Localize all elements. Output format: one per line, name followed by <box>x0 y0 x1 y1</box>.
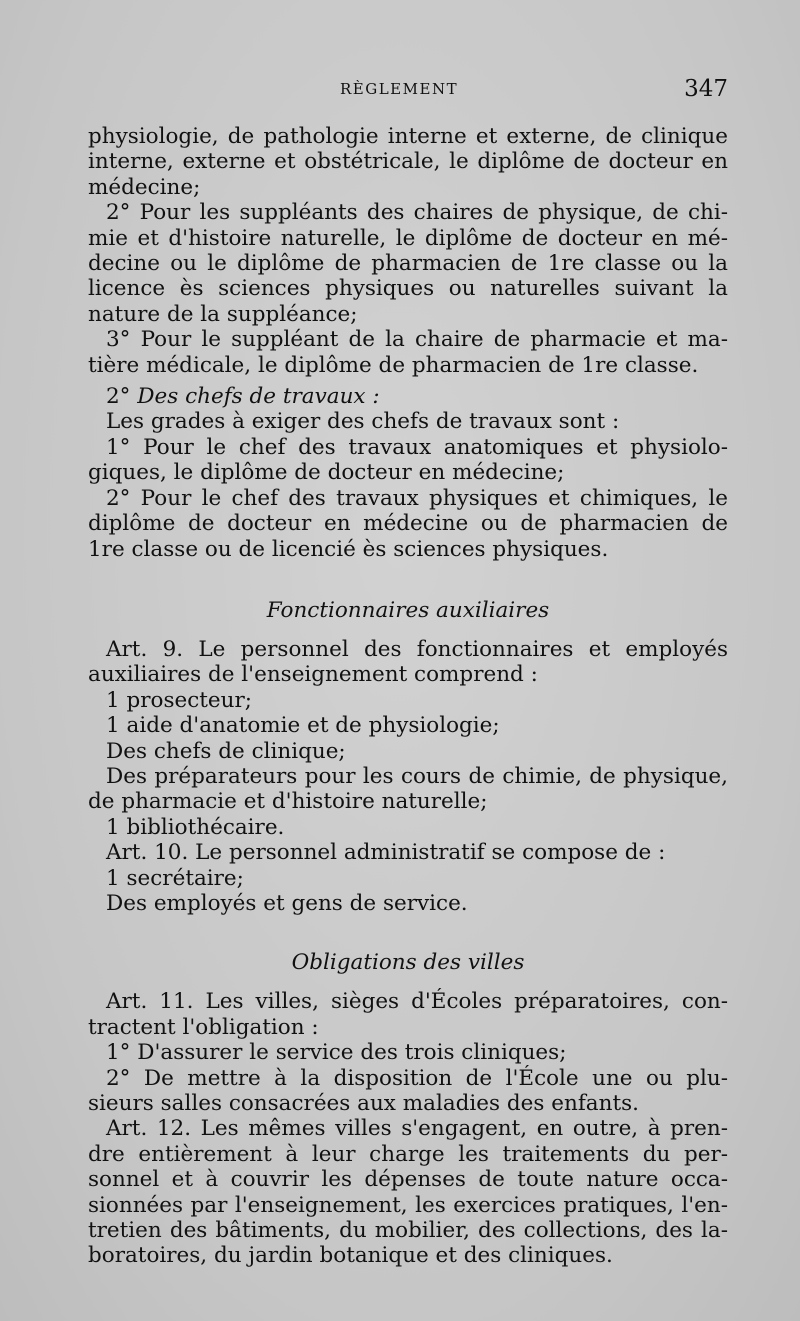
text-line: de pharmacie et d'histoire naturelle; <box>88 789 488 815</box>
running-head: RÈGLEMENT <box>340 80 459 98</box>
text-line: boratoires, du jardin botanique et des cliniques. <box>88 1243 613 1269</box>
text-line: Des employés et gens de service. <box>106 890 468 916</box>
text-line: 1 secrétaire; <box>106 865 244 891</box>
page-header <box>88 76 728 112</box>
page-body <box>88 124 728 1269</box>
text-line: Art. 12. Les mêmes villes s'engagent, en outre, à pren- <box>106 1116 728 1142</box>
text-line: auxiliaires de l'enseignement comprend : <box>88 662 538 688</box>
text-line: physiologie, de pathologie interne et externe, de clinique <box>88 124 728 149</box>
text-line: mie et d'histoire naturelle, le diplôme de docteur en mé- <box>88 225 728 251</box>
text-line: tractent l'obligation : <box>88 1014 319 1040</box>
text-line: Art. 9. Le personnel des fonctionnaires et employés <box>106 636 728 662</box>
text-line: Des chefs de clinique; <box>106 738 346 764</box>
text-line: sionnées par l'enseignement, les exercices pratiques, l'en- <box>88 1192 728 1218</box>
text-line: nature de la suppléance; <box>88 301 358 327</box>
text-line: Art. 10. Le personnel administratif se compose de : <box>106 840 666 866</box>
text-line: 3° Pour le suppléant de la chaire de pharmacie et ma- <box>106 327 728 353</box>
text-line: sonnel et à couvrir les dépenses de toute nature occa- <box>88 1167 728 1193</box>
text-line: interne, externe et obstétricale, le diplôme de docteur en <box>88 149 728 175</box>
text-line: tière médicale, le diplôme de pharmacien de 1re classe. <box>88 352 699 378</box>
text-line: decine ou le diplôme de pharmacien de 1re classe ou la <box>88 251 728 277</box>
text-line: 1° Pour le chef des travaux anatomiques et physiolo- <box>106 434 728 460</box>
subsection-heading <box>88 384 728 409</box>
text-line: 2° Pour le chef des travaux physiques et chimiques, le <box>106 485 728 511</box>
text-line: Art. 11. Les villes, sièges d'Écoles préparatoires, con- <box>106 989 728 1015</box>
page-number: 347 <box>684 76 728 102</box>
text-line: 1 aide d'anatomie et de physiologie; <box>106 713 500 739</box>
text-line: sieurs salles consacrées aux maladies des enfants. <box>88 1091 639 1116</box>
text-line: diplôme de docteur en médecine ou de pharmacien de <box>88 511 728 537</box>
text-line: licence ès sciences physiques ou naturelles suivant la <box>88 276 728 302</box>
text-line: 1 prosecteur; <box>106 687 253 713</box>
section-heading-obligations: Obligations des villes <box>291 950 525 976</box>
subsection-number: 2° <box>106 384 131 410</box>
text-line: 1° D'assurer le service des trois cliniques; <box>106 1040 567 1066</box>
text-line: giques, le diplôme de docteur en médecine; <box>88 460 565 486</box>
section-heading-fonctionnaires: Fonctionnaires auxiliaires <box>266 597 550 623</box>
text-line: 2° Pour les suppléants des chaires de physique, de chi- <box>106 200 728 226</box>
text-line: médecine; <box>88 174 201 200</box>
text-line: tretien des bâtiments, du mobilier, des collections, des la- <box>88 1218 728 1244</box>
text-line: dre entièrement à leur charge les traitements du per- <box>88 1141 728 1167</box>
text-line: 2° De mettre à la disposition de l'École une ou plu- <box>106 1065 728 1091</box>
text-line: Des préparateurs pour les cours de chimie, de physique, <box>106 763 728 789</box>
subsection-title: Des chefs de travaux : <box>137 384 380 410</box>
text-line: Les grades à exiger des chefs de travaux sont : <box>106 409 620 435</box>
text-line: 1re classe ou de licencié ès sciences physiques. <box>88 536 609 562</box>
text-line: 1 bibliothécaire. <box>106 814 285 840</box>
